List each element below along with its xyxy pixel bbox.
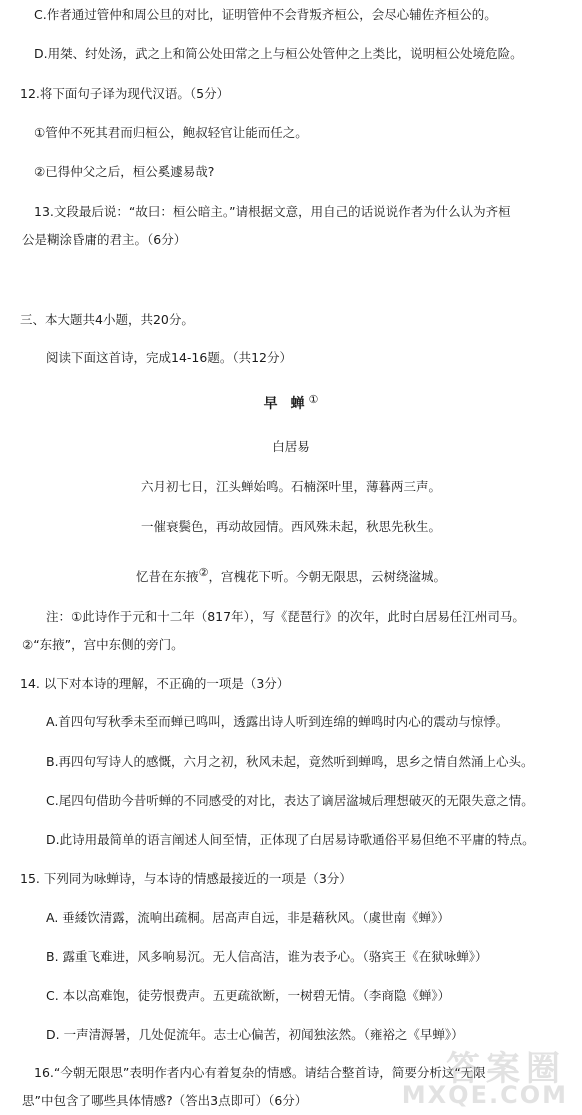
q14-option-d: D.此诗用最简单的语言阐述人间至情，正体现了白居易诗歌通俗平易但绝不平庸的特点。 [46, 832, 535, 847]
section-3-heading: 三、本大题共4小题，共20分。 [20, 312, 194, 327]
q13-line-2: 公是糊涂昏庸的君主。（6分） [22, 232, 187, 247]
q15-prompt: 15. 下列同为咏蝉诗，与本诗的情感最接近的一项是（3分） [20, 871, 352, 886]
q14-prompt: 14. 以下对本诗的理解，不正确的一项是（3分） [20, 676, 290, 691]
q13-line-1: 13.文段最后说：“故曰：桓公暗主。”请根据文意，用自己的话说说作者为什么认为齐桓 [34, 204, 511, 219]
q14-option-b: B.再四句写诗人的感慨，六月之初，秋风未起，竟然听到蝉鸣，思乡之情自然涌上心头。 [46, 754, 534, 769]
poem-title: 早 蝉 [263, 396, 309, 412]
section-3-intro: 阅读下面这首诗，完成14-16题。（共12分） [46, 350, 292, 365]
q16-line-2: 思”中包含了哪些具体情感?（答出3点即可）（6分） [22, 1093, 308, 1108]
poem-title-note: ① [308, 392, 319, 406]
q15-option-c: C. 本以高难饱，徒劳恨费声。五更疏欲断，一树碧无情。（李商隐《蝉》） [46, 988, 451, 1003]
poem-line-3-note: ② [198, 565, 209, 579]
poem-note-2: ②“东掖”，宫中东侧的旁门。 [22, 637, 184, 652]
q15-option-a: A. 垂緌饮清露，流响出疏桐。居高声自远，非是藉秋风。（虞世南《蝉》） [46, 910, 450, 925]
q14-option-a: A.首四句写秋季未至而蝉已鸣叫，透露出诗人听到连绵的蝉鸣时内心的震动与惊悸。 [46, 714, 509, 729]
q12-sentence-2: ②已得仲父之后，桓公奚遽易哉? [34, 164, 215, 179]
watermark-bottom-text: MXQE.COM [401, 1081, 568, 1109]
q12-prompt: 12.将下面句子译为现代汉语。（5分） [20, 86, 230, 101]
q16-line-1: 16.“今朝无限思”表明作者内心有着复杂的情感。请结合整首诗，简要分析这“无限 [34, 1065, 486, 1080]
q15-option-b: B. 露重飞难进，风多响易沉。无人信高洁，谁为表予心。（骆宾王《在狱咏蝉》） [46, 949, 488, 964]
poem-note-1: 注：①此诗作于元和十二年（817年），写《琵琶行》的次年，此时白居易任江州司马。 [46, 609, 525, 624]
q14-option-c: C.尾四句借助今昔听蝉的不同感受的对比，表达了谪居湓城后理想破灭的无限失意之情。 [46, 793, 534, 808]
poem-line-2: 一催衰鬓色，再动故园情。西风殊未起，秋思先秋生。 [140, 519, 441, 534]
q11-option-c: C.作者通过管仲和周公旦的对比，证明管仲不会背叛齐桓公，会尽心辅佐齐桓公的。 [34, 7, 497, 22]
poem-line-3 [0, 565, 582, 586]
poem-line-3-a: 忆昔在东掖 [136, 569, 199, 584]
q12-sentence-1: ①管仲不死其君而归桓公，鲍叔轻官让能而任之。 [34, 125, 308, 140]
poem-line-1: 六月初七日，江头蝉始鸣。石楠深叶里，薄暮两三声。 [140, 479, 441, 494]
poem-line-3-b: ，宫槐花下听。今朝无限思，云树绕湓城。 [208, 569, 446, 584]
q11-option-d: D.用桀、纣处汤，武之上和简公处田常之上与桓公处管仲之上类比，说明桓公处境危险。 [34, 46, 523, 61]
poem-title-block [0, 392, 582, 413]
watermark-top-text: 答案圈 [446, 1049, 566, 1089]
q15-option-d: D. 一声清溽暑，几处促流年。志士心偏苦，初闻独泫然。（雍裕之《早蝉》） [46, 1027, 464, 1042]
poem-author: 白居易 [272, 439, 310, 454]
watermark-logo [386, 1041, 576, 1111]
